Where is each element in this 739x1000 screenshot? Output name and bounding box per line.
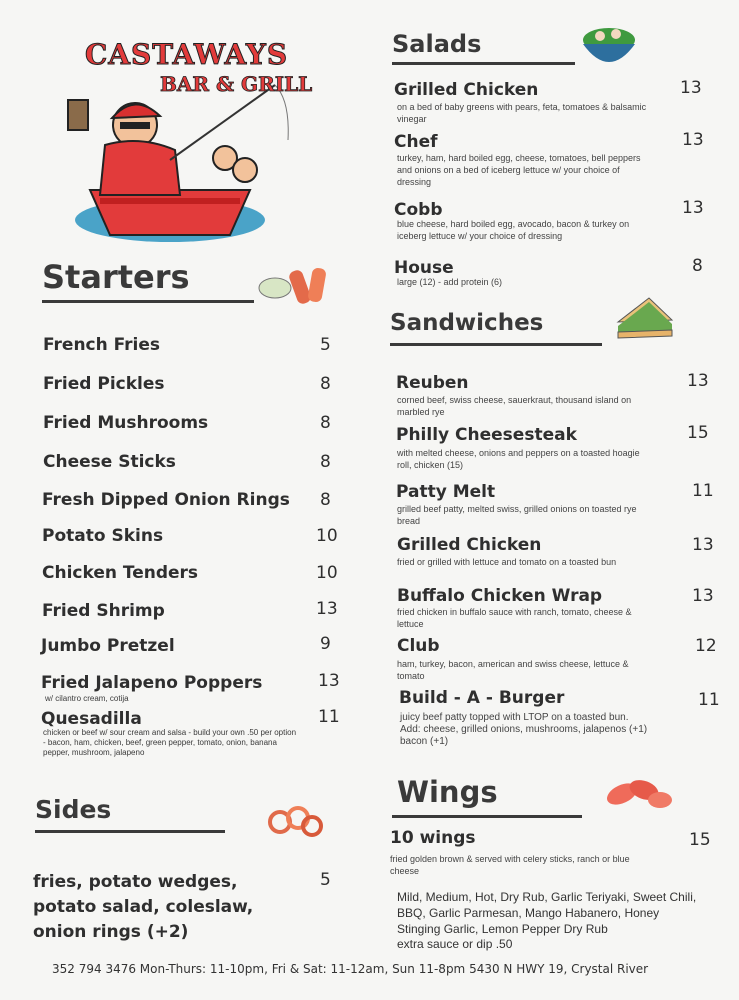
starter-item-price: 13 [318,671,340,691]
sides-underline [35,830,225,833]
salad-bowl-icon [578,22,640,77]
starter-item-name: Fried Mushrooms [43,413,209,433]
sandwich-item-desc: corned beef, swiss cheese, sauerkraut, thousand island on marbled rye [397,395,632,417]
salads-underline [392,62,575,65]
starter-item-name: Potato Skins [42,526,164,546]
sandwich-item-name: Reuben [396,373,469,393]
salad-item-name: Grilled Chicken [394,80,539,100]
starter-item-name: Chicken Tenders [42,563,199,583]
wings-underline [392,815,582,818]
salads-title: Salads [392,30,482,58]
starter-item-price: 8 [320,413,331,433]
sandwich-item-desc: fried or grilled with lettuce and tomato on a toasted bun [397,557,617,567]
wings-flavors: Mild, Medium, Hot, Dry Rub, Garlic Teriyaki, Sweet Chili, BBQ, Garlic Parmesan, Mango Habanero, Honey Stinging Garlic, Lemon Pepper Dry Rub [397,890,697,936]
sandwich-item-name: Build - A - Burger [399,688,565,708]
sandwich-item-price: 13 [692,586,714,606]
starter-item-name: Fried Shrimp [42,601,165,621]
starter-item-name: Fresh Dipped Onion Rings [42,490,290,510]
sandwich-item-desc: juicy beef patty topped with LTOP on a toasted bun. Add: cheese, grilled onions, mushrooms, jalapenos (+1) bacon (+1) [400,712,648,747]
starter-item-name: French Fries [43,335,161,355]
starter-item-name: Quesadilla [41,709,142,729]
chicken-wings-icon [602,768,674,816]
salad-item-desc: large (12) - add protein (6) [397,277,503,287]
starter-item-price: 8 [320,374,331,394]
wings-extra: extra sauce or dip .50 [397,937,513,951]
salad-item-name: Chef [394,132,438,152]
wings-item-name: 10 wings [390,828,476,848]
sandwich-item-desc: fried chicken in buffalo sauce with ranch, tomato, cheese & lettuce [397,607,632,629]
starter-item-price: 10 [316,526,338,546]
starters-food-icon [255,260,340,310]
starters-title: Starters [42,258,190,296]
restaurant-logo [60,30,320,260]
sides-price: 5 [320,870,331,890]
sandwich-item-name: Club [397,636,440,656]
starter-item-price: 11 [318,707,340,727]
sandwich-item-desc: ham, turkey, bacon, american and swiss cheese, lettuce & tomato [397,659,629,681]
sandwich-item-desc: with melted cheese, onions and peppers on a toasted hoagie roll, chicken (15) [397,448,640,470]
starter-item-name: Jumbo Pretzel [41,636,175,656]
starter-item-price: 13 [316,599,338,619]
starter-item-price: 8 [320,490,331,510]
salad-item-name: Cobb [394,200,443,220]
salad-item-price: 13 [682,130,704,150]
sandwiches-underline [390,343,602,346]
starter-item-name: Fried Jalapeno Poppers [41,673,263,693]
salad-item-name: House [394,258,454,278]
sandwich-item-price: 13 [687,371,709,391]
starter-item-price: 8 [320,452,331,472]
sandwich-item-desc: grilled beef patty, melted swiss, grilled onions on toasted rye bread [397,504,637,526]
starter-item-name: Cheese Sticks [43,452,176,472]
salad-item-price: 13 [680,78,702,98]
onion-rings-icon [260,800,330,840]
starter-item-name: Fried Pickles [43,374,165,394]
starter-item-price: 10 [316,563,338,583]
sides-title: Sides [35,795,112,824]
salad-item-desc: on a bed of baby greens with pears, feta, tomatoes & balsamic vinegar [397,102,647,124]
starter-item-note: chicken or beef w/ sour cream and salsa - build your own .50 per option - bacon, ham, chicken, beef, green pepper, tomato, onion, banana pepper, mushroom, jalapeno [43,728,297,757]
sandwich-item-name: Philly Cheesesteak [396,425,577,445]
starter-item-price: 5 [320,335,331,355]
wings-title: Wings [397,775,498,809]
footer-info: 352 794 3476 Mon-Thurs: 11-10pm, Fri & Sat: 11-12am, Sun 11-8pm 5430 N HWY 19, Crystal River [52,962,649,976]
wings-item-desc: fried golden brown & served with celery sticks, ranch or blue cheese [390,854,630,876]
sandwiches-title: Sandwiches [390,310,544,336]
sandwich-item-price: 12 [695,636,717,656]
sandwich-item-price: 15 [687,423,709,443]
sandwich-icon [614,292,676,342]
sandwich-item-name: Grilled Chicken [397,535,542,555]
sandwich-item-price: 13 [692,535,714,555]
starter-item-price: 9 [320,634,331,654]
logo-title: CASTAWAYS [85,38,289,71]
logo-subtitle: BAR & GRILL [160,72,313,96]
sandwich-item-price: 11 [692,481,714,501]
sides-text: fries, potato wedges, potato salad, coleslaw, onion rings (+2) [33,872,254,942]
salad-item-desc: turkey, ham, hard boiled egg, cheese, tomatoes, bell peppers and onions on a bed of iceberg lettuce w/ your choice of dressing [397,153,641,187]
sandwich-item-name: Patty Melt [396,482,496,502]
starter-item-note: w/ cilantro cream, cotija [45,694,129,703]
wings-item-price: 15 [689,830,711,850]
salad-item-price: 13 [682,198,704,218]
sandwich-item-name: Buffalo Chicken Wrap [397,586,603,606]
starters-underline [42,300,254,303]
sandwich-item-price: 11 [698,690,720,710]
salad-item-price: 8 [692,256,703,276]
salad-item-desc: blue cheese, hard boiled egg, avocado, bacon & turkey on iceberg lettuce w/ your choice of dressing [397,219,630,241]
